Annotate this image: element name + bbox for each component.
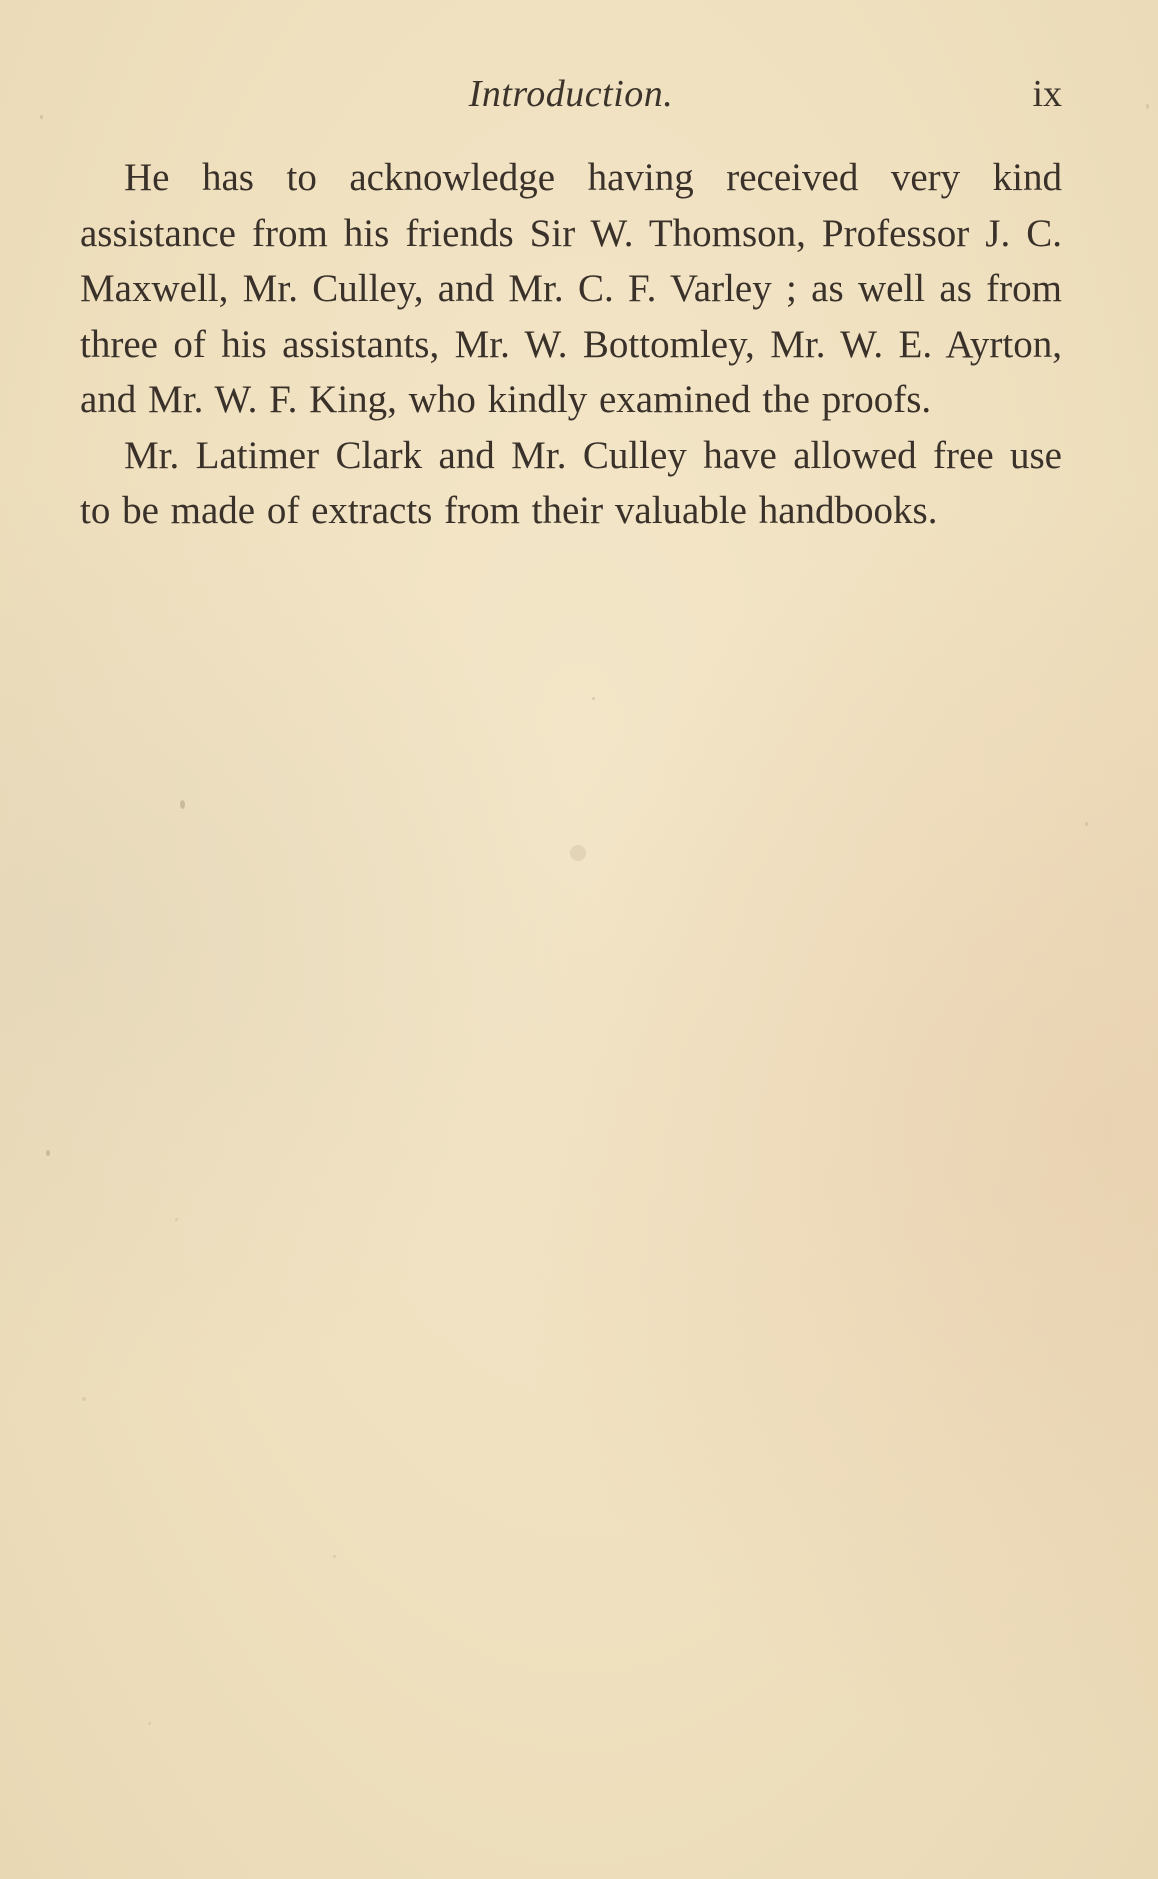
paper-speck (40, 115, 43, 119)
paper-speck (82, 1397, 86, 1401)
paper-speck (180, 800, 185, 809)
body-text (80, 150, 1062, 539)
page-header (80, 72, 1062, 122)
paragraph-acknowledgements: He has to acknowledge having received very kind assistance from his friends Sir W. Thomson, Professor J. C. Maxwell, Mr. Culley, and Mr. C. F. Varley ; as well as from three of his assistants, Mr. W. Bottomley, Mr. W. E. Ayrton, and Mr. W. F. King, who kindly examined the proofs. (80, 156, 1062, 421)
paper-speck (1085, 822, 1088, 826)
paper-speck (570, 845, 586, 861)
paper-speck (1146, 104, 1149, 109)
paper-speck (46, 1150, 50, 1156)
paper-speck (148, 1722, 151, 1725)
page-number: ix (1032, 73, 1062, 115)
paper-speck (333, 1555, 336, 1558)
paragraph-extracts: Mr. Latimer Clark and Mr. Culley have allowed free use to be made of extracts from their valuable handbooks. (80, 433, 1062, 532)
paper-speck (175, 1218, 178, 1221)
running-head: Introduction. (468, 73, 674, 115)
paper-speck (592, 697, 595, 700)
